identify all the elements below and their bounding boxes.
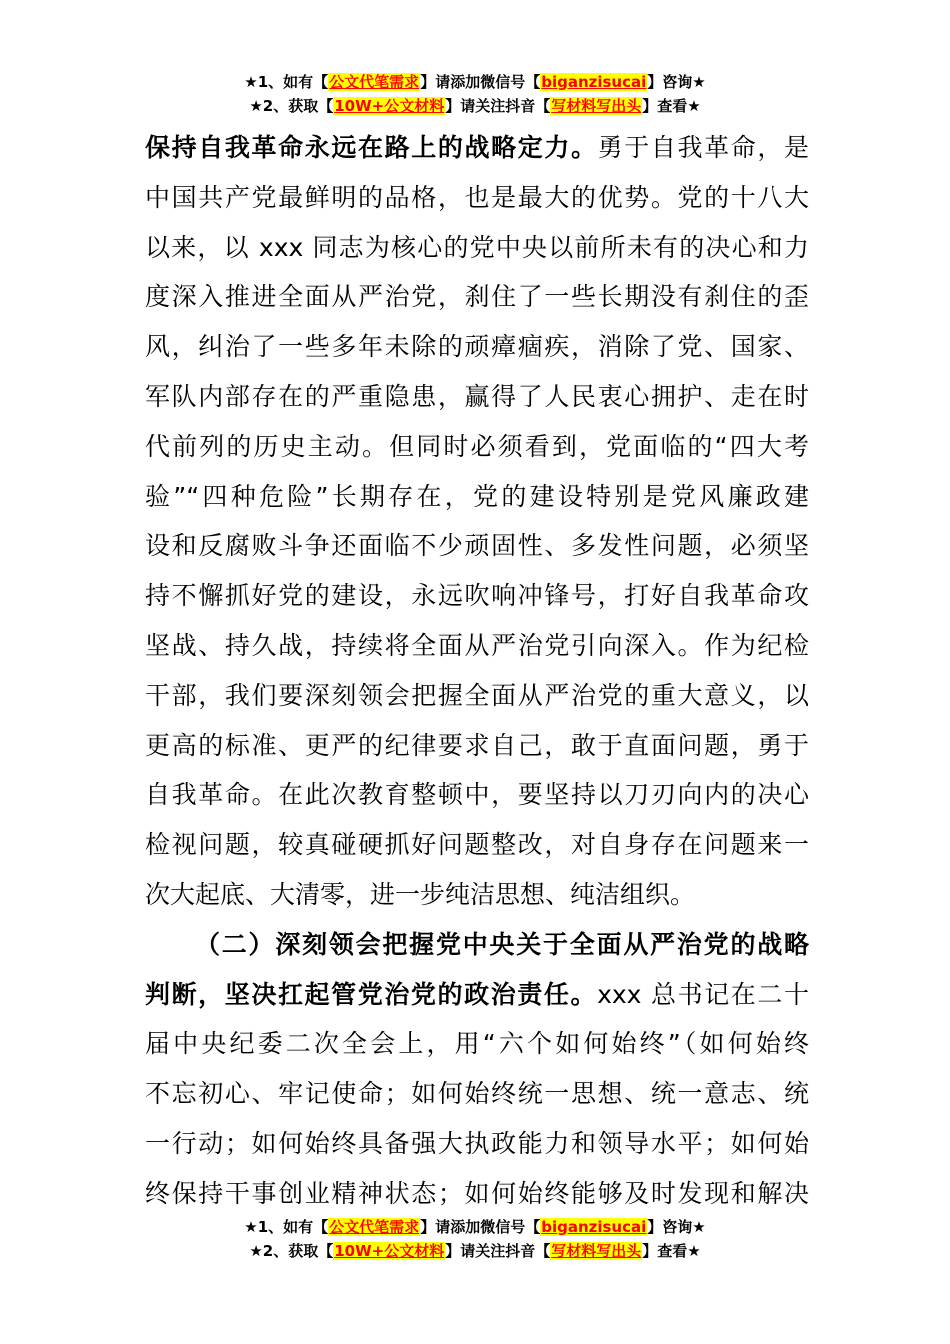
text-line <box>145 621 809 671</box>
header-banner <box>0 70 950 118</box>
text-line <box>145 571 809 621</box>
banner-text: 】请关注抖音【 <box>445 1242 551 1260</box>
text-line <box>145 920 809 970</box>
banner-line-1 <box>0 70 950 94</box>
paragraph-text: 届中央纪委二次全会上，用“六个如何始终”（如何始终 <box>145 1029 809 1059</box>
paragraph-text: 终保持干事创业精神状态；如何始终能够及时发现和解决 <box>145 1178 809 1208</box>
text-line <box>145 372 809 422</box>
text-line <box>145 1069 809 1119</box>
paragraph-text: 自我革命。在此次教育整顿中，要坚持以刀刃向内的决心 <box>145 780 809 810</box>
banner-text: 】查看★ <box>642 97 701 115</box>
text-line <box>145 272 809 322</box>
paragraph-text: 以来，以 xxx 同志为核心的党中央以前所未有的决心和力 <box>145 232 809 262</box>
highlight-douyin: 写材料写出头 <box>551 1242 642 1260</box>
banner-text: ★1、如有【 <box>244 1218 329 1236</box>
text-line <box>145 123 809 173</box>
bold-heading-text: 判断，坚决扛起管党治党的政治责任。 <box>145 979 598 1009</box>
text-line <box>145 422 809 472</box>
paragraph-text: 不忘初心、牢记使命；如何始终统一思想、统一意志、统 <box>145 1079 809 1109</box>
paragraph-text: xxx 总书记在二十 <box>597 979 809 1009</box>
banner-line-1 <box>0 1215 950 1239</box>
paragraph-text: 风，纠治了一些多年未除的顽瘴痼疾，消除了党、国家、 <box>145 332 809 362</box>
bold-heading-text: （二）深刻领会把握党中央关于全面从严治党的战略 <box>195 929 809 959</box>
banner-text: 】请添加微信号【 <box>420 73 541 91</box>
banner-text: 】咨询★ <box>647 73 706 91</box>
bold-heading-text: 保持自我革命永远在路上的战略定力。 <box>145 133 598 162</box>
banner-text: 】请关注抖音【 <box>445 97 551 115</box>
paragraph-text: 设和反腐败斗争还面临不少顽固性、多发性问题，必须坚 <box>145 531 809 561</box>
banner-text: 】请添加微信号【 <box>420 1218 541 1236</box>
paragraph-text: 坚战、持久战，持续将全面从严治党引向深入。作为纪检 <box>145 630 809 660</box>
text-line <box>145 1119 809 1169</box>
footer-banner <box>0 1215 950 1263</box>
paragraph-text: 一行动；如何始终具备强大执政能力和领导水平；如何始 <box>145 1128 809 1158</box>
text-line <box>145 820 809 870</box>
highlight-service: 公文代笔需求 <box>329 1218 420 1236</box>
paragraph-text: 代前列的历史主动。但同时必须看到，党面临的“四大考 <box>145 431 809 461</box>
banner-text: 】咨询★ <box>647 1218 706 1236</box>
highlight-materials: 10W+公文材料 <box>334 1242 445 1260</box>
banner-line-2 <box>0 1239 950 1263</box>
highlight-service: 公文代笔需求 <box>329 73 420 91</box>
banner-text: ★2、获取【 <box>249 1242 334 1260</box>
banner-text: 】查看★ <box>642 1242 701 1260</box>
text-line <box>145 322 809 372</box>
paragraph-text: 检视问题，较真碰硬抓好问题整改，对自身存在问题来一 <box>145 830 809 860</box>
paragraph-text: 军队内部存在的严重隐患，赢得了人民衷心拥护、走在时 <box>145 381 809 411</box>
banner-text: ★2、获取【 <box>249 97 334 115</box>
text-line <box>145 970 809 1020</box>
text-line <box>145 173 809 223</box>
banner-text: ★1、如有【 <box>244 73 329 91</box>
text-line <box>145 223 809 273</box>
banner-line-2 <box>0 94 950 118</box>
text-line <box>145 1019 809 1069</box>
paragraph-text: 验”“四种危险”长期存在，党的建设特别是党风廉政建 <box>145 481 809 511</box>
paragraph-text: 更高的标准、更严的纪律要求自己，敢于直面问题，勇于 <box>145 730 809 760</box>
paragraph-text: 持不懈抓好党的建设，永远吹响冲锋号，打好自我革命攻 <box>145 581 809 611</box>
text-line <box>145 521 809 571</box>
highlight-wechat-id: biganzisucai <box>541 1218 647 1236</box>
text-line <box>145 1169 809 1219</box>
text-line <box>145 472 809 522</box>
document-body <box>145 123 809 1219</box>
text-line <box>145 671 809 721</box>
paragraph-text: 勇于自我革命，是 <box>597 133 809 162</box>
text-line <box>145 721 809 771</box>
text-line <box>145 870 809 920</box>
highlight-douyin: 写材料写出头 <box>551 97 642 115</box>
paragraph-text: 干部，我们要深刻领会把握全面从严治党的重大意义，以 <box>145 680 809 710</box>
highlight-materials: 10W+公文材料 <box>334 97 445 115</box>
highlight-wechat-id: biganzisucai <box>541 73 647 91</box>
paragraph-text: 中国共产党最鲜明的品格，也是最大的优势。党的十八大 <box>145 182 809 212</box>
text-line <box>145 770 809 820</box>
paragraph-text: 次大起底、大清零，进一步纯洁思想、纯洁组织。 <box>145 879 696 909</box>
paragraph-text: 度深入推进全面从严治党，刹住了一些长期没有刹住的歪 <box>145 282 809 312</box>
